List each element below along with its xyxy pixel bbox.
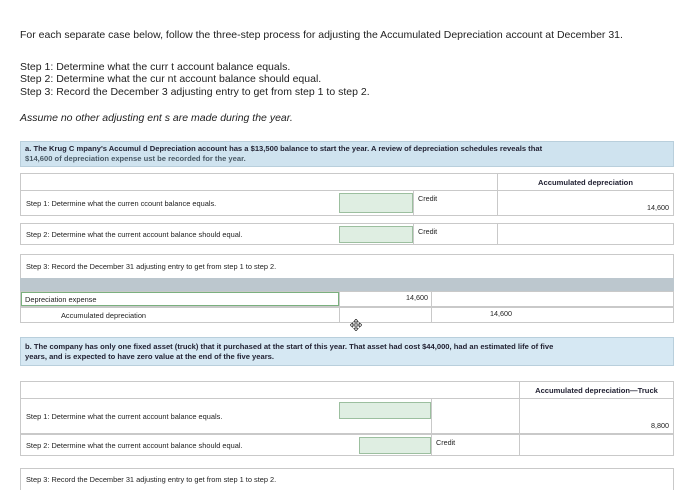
case-b-header-row <box>20 381 674 398</box>
case-a-step2-row <box>20 223 674 245</box>
journal-credit-row[interactable] <box>20 307 674 323</box>
case-b-step1-value: 8,800 <box>651 421 669 430</box>
case-a-text-line2: $14,600 of depreciation expense ust be recorded for the year. <box>25 154 246 163</box>
case-a-step1-side-cell <box>413 191 497 215</box>
case-a-step1-row <box>20 190 674 216</box>
case-a-step1-value: 14,600 <box>647 203 669 212</box>
case-b-step2-value-cell <box>519 435 673 455</box>
case-a-step2-side-cell <box>413 224 497 244</box>
case-b-text-line1: b. The company has only one fixed asset (truck) that it purchased at the start of this year. That asset had cost $44,000, had an estimated life of five <box>25 342 554 351</box>
move-cursor-icon <box>350 318 362 330</box>
case-a-step2-side: Credit <box>418 227 438 236</box>
case-b-step2-row <box>20 434 674 456</box>
case-b-step3-label: Step 3: Record the December 31 adjusting entry to get from step 1 to step 2. <box>26 475 277 484</box>
step1-instruction: Step 1: Determine what the curr t account balance equals. <box>20 61 291 73</box>
journal-debit-account[interactable]: Depreciation expense <box>21 292 339 306</box>
case-a-step1-label: Step 1: Determine what the curren ccount balance equals. <box>26 198 217 208</box>
case-b-description <box>20 337 674 366</box>
case-b-step1-label: Step 1: Determine what the current account balance equals. <box>26 411 223 421</box>
case-b-step1-input[interactable] <box>339 402 431 419</box>
journal-debit-row[interactable] <box>20 291 674 307</box>
case-b-step2-input[interactable] <box>359 437 431 454</box>
case-b-taccount-title: Accumulated depreciation—Truck <box>519 382 673 398</box>
case-b-step1-side-cell[interactable] <box>431 399 519 433</box>
case-a-step1-value-cell <box>497 191 673 215</box>
assumption-note: Assume no other adjusting ent s are made during the year. <box>20 112 293 124</box>
case-a-text-line1: a. The Krug C mpany's Accumul d Depreciation account has a $13,500 balance to start the year. A review of depreciation schedules reveals that <box>25 144 543 153</box>
step3-instruction: Step 3: Record the December 3 adjusting entry to get from step 1 to step 2. <box>20 86 370 98</box>
case-a-step2-value-cell <box>497 224 673 244</box>
journal-credit-amount[interactable]: 14,600 <box>431 308 515 322</box>
case-b-step2-side: Credit <box>436 438 456 447</box>
case-b-text-line2: years, and is expected to have zero value at the end of the five years. <box>25 352 275 361</box>
case-a-step1-side: Credit <box>418 194 438 203</box>
case-b-step2-side-cell <box>431 435 519 455</box>
journal-debit-credit-blank[interactable] <box>431 292 515 306</box>
instructions-text: For each separate case below, follow the three-step process for adjusting the Accumulated Depreciation account at December 31. <box>20 29 623 41</box>
case-b-step3-row <box>20 468 674 490</box>
case-b-step2-label: Step 2: Determine what the current account balance should equal. <box>26 440 243 450</box>
journal-debit-amount[interactable]: 14,600 <box>339 292 431 306</box>
step2-instruction: Step 2: Determine what the cur nt account balance should equal. <box>20 73 322 85</box>
case-a-taccount-title: Accumulated depreciation <box>497 174 673 190</box>
case-a-journal-header <box>20 278 674 291</box>
case-a-step3-row <box>20 254 674 278</box>
case-a-step3-label: Step 3: Record the December 31 adjusting entry to get from step 1 to step 2. <box>26 262 277 271</box>
case-a-step1-input[interactable] <box>339 193 413 213</box>
case-a-step2-label: Step 2: Determine what the current account balance should equal. <box>26 229 243 239</box>
case-a-description <box>20 141 674 167</box>
case-b-step1-value-cell <box>519 399 673 433</box>
case-a-header-row <box>20 173 674 190</box>
case-b-step1-row <box>20 398 674 434</box>
journal-credit-account[interactable]: Accumulated depreciation <box>61 310 147 320</box>
case-a-step2-input[interactable] <box>339 226 413 243</box>
